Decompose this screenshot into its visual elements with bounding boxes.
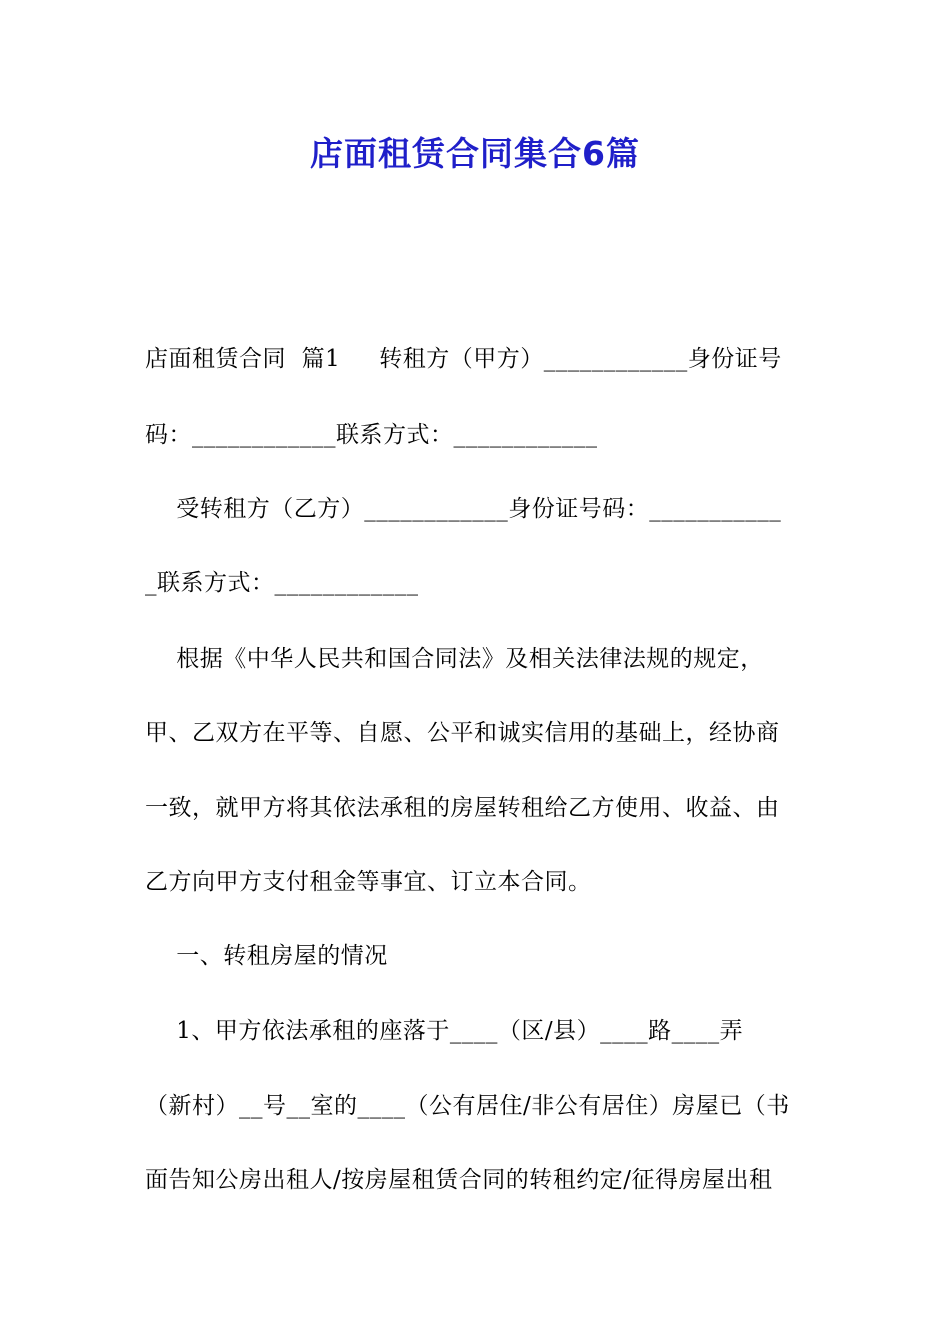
preamble-line-2: 甲、乙双方在平等、自愿、公平和诚实信用的基础上，经协商 [145,720,780,746]
document-title: 店面租赁合同集合6篇 [310,134,640,173]
party-a-line: 店面租赁合同 篇1 转租方（甲方）____________身份证号 [145,346,782,372]
preamble-line-4: 乙方向甲方支付租金等事宜、订立本合同。 [145,869,592,895]
section-heading: 一、转租房屋的情况 [145,943,388,969]
clause-line-1: 1、甲方依法承租的座落于____（区/县）____路____弄 [145,1018,744,1044]
preamble-line-3: 一致，就甲方将其依法承租的房屋转租给乙方使用、收益、由 [145,795,780,821]
party-b-contact-line: _联系方式：____________ [145,570,419,596]
preamble-line-1: 根据《中华人民共和国合同法》及相关法律法规的规定， [145,646,764,672]
party-b-line: 受转租方（乙方）____________身份证号码：___________ [145,496,782,522]
clause-line-3: 面告知公房出租人/按房屋租赁合同的转租约定/征得房屋出租 [145,1167,773,1193]
party-a-contact-line: 码：____________联系方式：____________ [145,422,598,448]
clause-line-2: （新村）__号__室的____（公有居住/非公有居住）房屋已（书 [145,1093,790,1119]
